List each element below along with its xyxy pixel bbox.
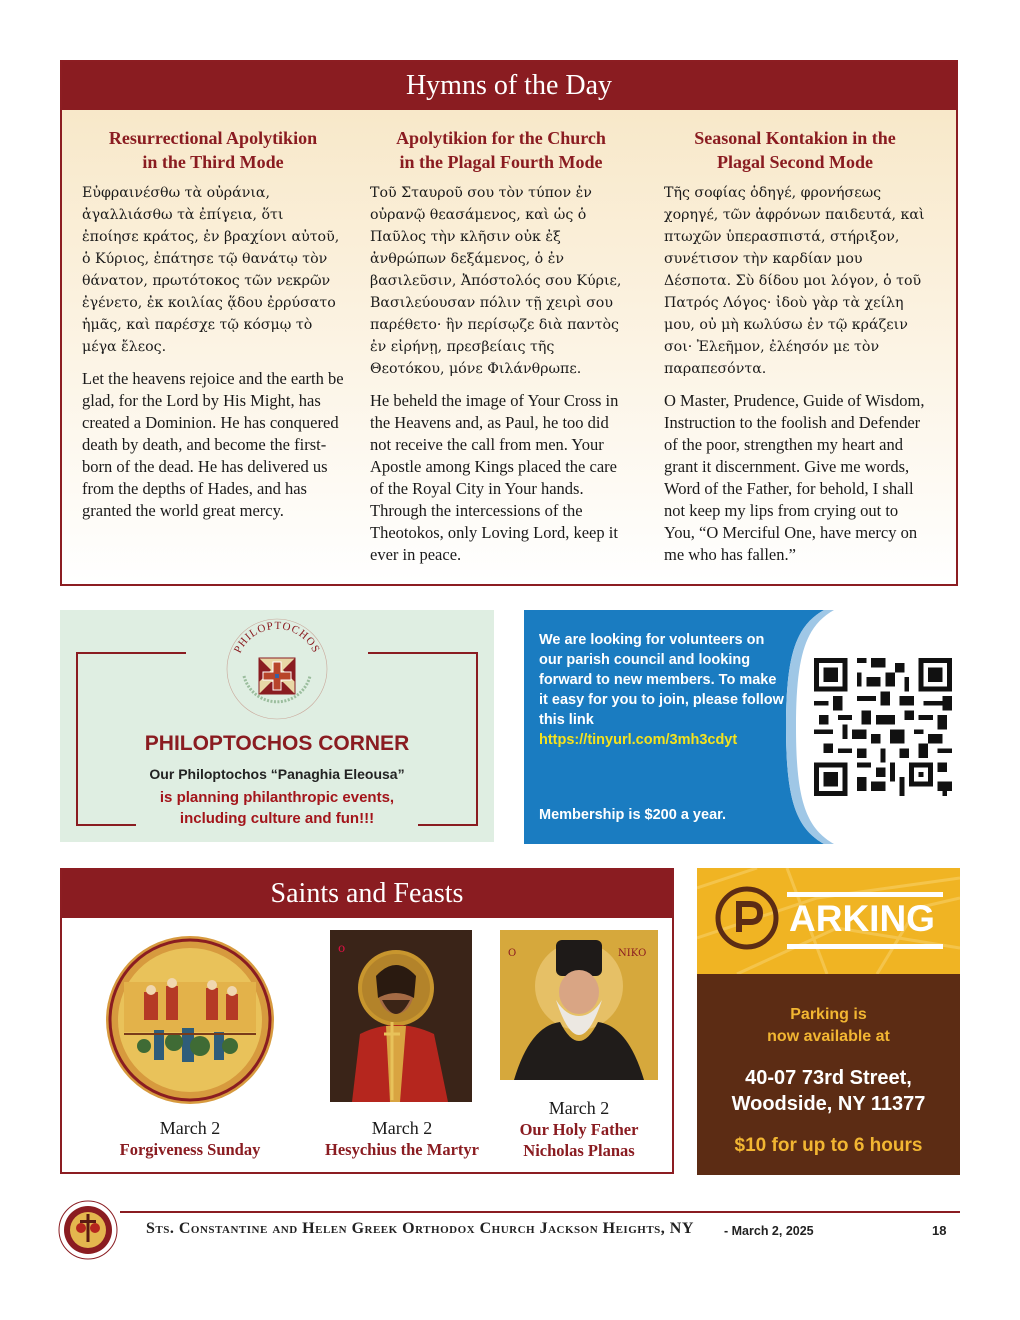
parking-p-icon <box>715 886 779 950</box>
volunteer-box <box>524 610 960 844</box>
membership-fee: Membership is $200 a year. <box>539 807 726 823</box>
church-seal-icon <box>58 1200 118 1260</box>
frame-edge <box>76 652 186 654</box>
hymn-title <box>370 126 632 174</box>
hymn-english-text: Let the heavens rejoice and the earth be glad, for the Lord by His Might, has created a Dominion. He has conquered death by death, and become the first-born of the dead. He has delivered us from the depths of Hades, and has granted the world great mercy. <box>82 369 344 520</box>
footer-date: - March 2, 2025 <box>724 1224 814 1238</box>
hymn-title <box>664 126 926 174</box>
saints-title: Saints and Feasts <box>62 870 672 918</box>
hymn-title-line: in the Third Mode <box>142 152 284 172</box>
hymn-title-line: Resurrectional Apolytikion <box>108 128 318 148</box>
philoptochos-text-line: including culture and fun!!! <box>179 810 375 827</box>
hesychius-martyr-icon <box>330 930 472 1102</box>
parking-address-line: Woodside, NY 11377 <box>731 1093 926 1115</box>
saint-item <box>92 1118 288 1160</box>
hymn-title-line: Apolytikion for the Church <box>396 128 606 148</box>
hymn-title-line: Seasonal Kontakion in the <box>694 128 896 148</box>
philoptochos-box <box>60 610 494 842</box>
hymn-english-text: He beheld the image of Your Cross in the Heavens and, as Paul, he too did not receive the call from men. Your Apostle among Kings placed the care of the Royal City in Your hands. Through the intercessions of the Theotokos, only Loving Lord, keep it ever in peace. <box>370 391 619 564</box>
volunteer-message <box>539 630 789 750</box>
saint-name: Hesychius the Martyr <box>325 1140 479 1159</box>
saints-section <box>60 868 674 1174</box>
hymn-column-resurrectional <box>82 126 344 522</box>
qr-code-icon[interactable] <box>814 658 952 796</box>
saint-item <box>302 1118 502 1160</box>
svg-text:Ο: Ο <box>508 948 517 959</box>
svg-text:ο: ο <box>338 941 346 955</box>
footer-church-name: Sts. Constantine and Helen Greek Orthodox Church Jackson Heights, NY <box>146 1220 694 1237</box>
parking-word: ARKING <box>789 898 935 939</box>
parking-address-line: 40-07 73rd Street, <box>745 1067 912 1089</box>
saint-date: March 2 <box>548 1098 610 1118</box>
hymn-column-church <box>370 126 632 566</box>
svg-text:ΝΙΚΟ: ΝΙΚΟ <box>618 948 647 959</box>
saint-date: March 2 <box>159 1118 221 1138</box>
forgiveness-sunday-icon <box>104 934 276 1106</box>
hymn-greek-text: Τοῦ Σταυροῦ σου τὸν τύπον ἐν οὐρανῷ θεασάμενος, καὶ ὡς ὁ Παῦλος τὴν κλῆσιν οὐκ ἐξ ἀνθρώπων δεξάμενος, ὁ ἐν βασιλεῦσιν, Ἀπόστολός σου Κύριε, Βασιλεύουσαν πόλιν τῇ χειρὶ σου παρέθετο· ἣν περίσῳζε διὰ παντὸς ἐν εἰρήνῃ, πρεσβείαις τῆς Θεοτόκου, μόνε Φιλάνθρωπε. <box>370 185 622 377</box>
hymn-column-kontakion <box>664 126 926 566</box>
page-number: 18 <box>932 1223 947 1238</box>
saint-item <box>484 1098 674 1161</box>
philoptochos-logo-icon <box>224 616 330 722</box>
saint-date: March 2 <box>371 1118 433 1138</box>
philoptochos-logo-text: PHILOPTOCHOS <box>231 619 323 656</box>
saint-name: Our Holy Father <box>519 1120 639 1139</box>
hymns-title: Hymns of the Day <box>62 62 956 110</box>
parking-text-line: now available at <box>767 1028 890 1045</box>
svg-text:PHILOPTOCHOS <box>232 620 322 655</box>
hymn-title-line: Plagal Second Mode <box>717 152 873 172</box>
philoptochos-title: PHILOPTOCHOS CORNER <box>144 732 410 755</box>
volunteer-link[interactable]: https://tinyurl.com/3mh3cdyt <box>539 732 738 748</box>
parking-banner <box>697 868 960 974</box>
hymn-english-text: O Master, Prudence, Guide of Wisdom, Instruction to the foolish and Defender of the poor, strengthen my heart and grant it discernment. Give me words, Word of the Father, for behold, I shall not keep my lips from crying out to You, “O Merciful One, have mercy on me who has fallen.” <box>664 391 925 564</box>
hymn-greek-text: Τῆς σοφίας ὁδηγέ, φρονήσεως χορηγέ, τῶν ἀφρόνων παιδευτά, καὶ πτωχῶν ὑπερασπιστά, στήριξον, συνέτισον τὴν καρδίαν μου Δέσποτα. Σὺ δίδου μοι λόγον, ὁ τοῦ Πατρός Λόγος· ἰδοὺ γὰρ τὰ χείλη μου, οὐ μὴ κωλύσω ἐν τῷ κράζειν σοι· Ἐλεῆμον, ἐλέησόν με τὸν παραπεσόντα. <box>664 185 925 377</box>
parking-text-line: Parking is <box>790 1006 867 1023</box>
hymn-title <box>82 126 344 174</box>
parking-box <box>697 868 960 1175</box>
nicholas-planas-icon <box>500 930 658 1080</box>
parking-price: $10 for up to 6 hours <box>734 1135 923 1156</box>
frame-edge <box>368 652 478 654</box>
footer-rule <box>120 1211 960 1213</box>
hymns-section <box>60 60 958 586</box>
hymn-greek-text: Εὐφραινέσθω τὰ οὐράνια, ἀγαλλιάσθω τὰ ἐπίγεια, ὅτι ἐποίησε κράτος, ἐν βραχίονι αὐτοῦ, ὁ Κύριος, ἐπάτησε τῷ θανάτῳ τὸν θάνατον, πρωτότοκος τῶν νεκρῶν ἐγένετο, ἐκ κοιλίας ᾅδου ἐρρύσατο ἡμᾶς, καὶ παρέσχε τῷ κόσμῳ τὸ μέγα ἔλεος. <box>82 185 340 355</box>
hymn-title-line: in the Plagal Fourth Mode <box>399 152 603 172</box>
saint-name: Forgiveness Sunday <box>119 1140 261 1159</box>
philoptochos-text-line: Our Philoptochos “Panaghia Eleousa” <box>149 766 405 782</box>
philoptochos-text-line: is planning philanthropic events, <box>159 789 395 806</box>
volunteer-text: We are looking for volunteers on our parish council and looking forward to new members. To make it easy for you to join, please follow this link <box>539 632 784 728</box>
saint-name: Nicholas Planas <box>523 1141 635 1160</box>
